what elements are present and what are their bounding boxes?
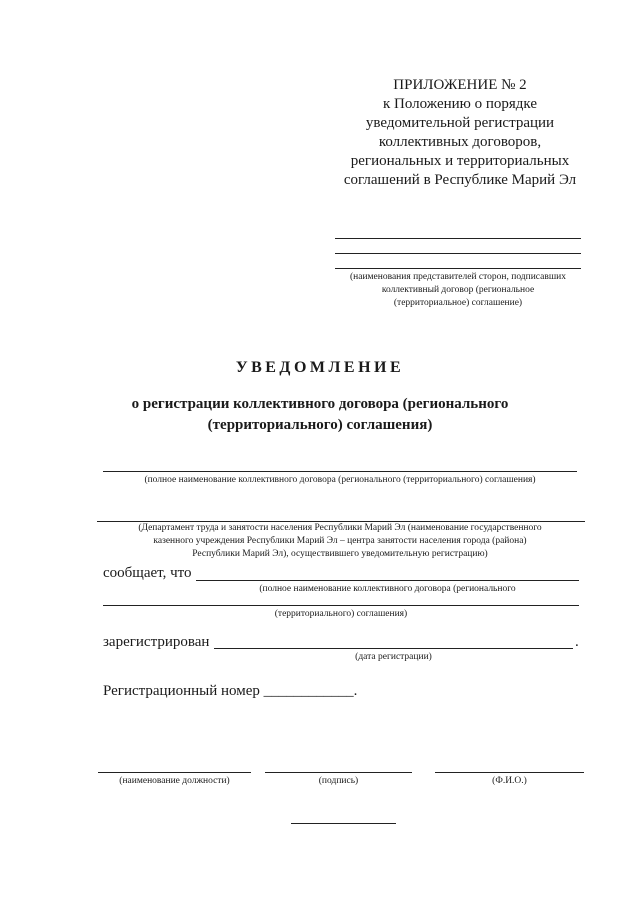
- document-subtitle: [110, 394, 530, 436]
- agreement-caption: (полное наименование коллективного договора (регионального (территориального) соглашения): [144, 475, 536, 485]
- reports-label: сообщает, что: [103, 565, 192, 581]
- parties-line-2: [335, 253, 581, 254]
- registration-date-line: [214, 648, 573, 649]
- reg-number-blank: ____________.: [263, 683, 358, 699]
- appendix-line: к Положению о порядке: [383, 96, 537, 112]
- appendix-line: уведомительной регистрации: [365, 115, 555, 131]
- agreement-name-line: [103, 471, 577, 472]
- parties-line-3: [335, 268, 581, 269]
- parties-caption-line: (наименования представителей сторон, подписавших: [350, 272, 566, 282]
- appendix-header: [330, 76, 590, 190]
- subtitle-line: о регистрации коллективного договора (регионального: [131, 396, 509, 412]
- reg-number-label-text: Регистрационный номер: [103, 683, 260, 699]
- signature-caption: (подпись): [318, 776, 359, 786]
- closing-rule: [291, 823, 396, 824]
- reports-caption-2: (территориального) соглашения): [274, 609, 408, 619]
- department-caption-line: казенного учреждения Республики Марий Эл – центра занятости населения города (района): [153, 536, 527, 546]
- fio-line: [435, 772, 584, 773]
- department-caption: [80, 522, 600, 561]
- subtitle-line: (территориального) соглашения): [207, 417, 433, 433]
- signature-line: [265, 772, 412, 773]
- appendix-line: региональных и территориальных: [350, 153, 570, 169]
- fio-caption: (Ф.И.О.): [492, 776, 527, 786]
- department-caption-line: Республики Марий Эл), осуществившего уведомительную регистрацию): [192, 549, 488, 559]
- position-caption: (наименование должности): [119, 776, 230, 786]
- registration-date-caption: (дата регистрации): [355, 652, 432, 662]
- appendix-line: соглашений в Республике Марий Эл: [343, 172, 577, 188]
- reports-caption-1: (полное наименование коллективного договора (регионального: [259, 584, 516, 594]
- appendix-line: ПРИЛОЖЕНИЕ № 2: [393, 77, 527, 93]
- parties-caption-line: (территориальное) соглашение): [393, 298, 523, 308]
- reg-number-label: [103, 683, 357, 700]
- parties-line-1: [335, 238, 581, 239]
- document-title: УВЕДОМЛЕНИЕ: [235, 359, 405, 376]
- department-caption-line: (Департамент труда и занятости населения Республики Марий Эл (наименование государственного: [138, 523, 542, 533]
- reports-line-1: [196, 580, 579, 581]
- position-line: [98, 772, 251, 773]
- appendix-line: коллективных договоров,: [378, 134, 542, 150]
- registered-label: зарегистрирован: [103, 634, 210, 650]
- reports-line-2: [103, 605, 579, 606]
- parties-caption-line: коллективный договор (региональное: [381, 285, 535, 295]
- parties-caption: [320, 271, 596, 310]
- registered-end: .: [575, 634, 579, 650]
